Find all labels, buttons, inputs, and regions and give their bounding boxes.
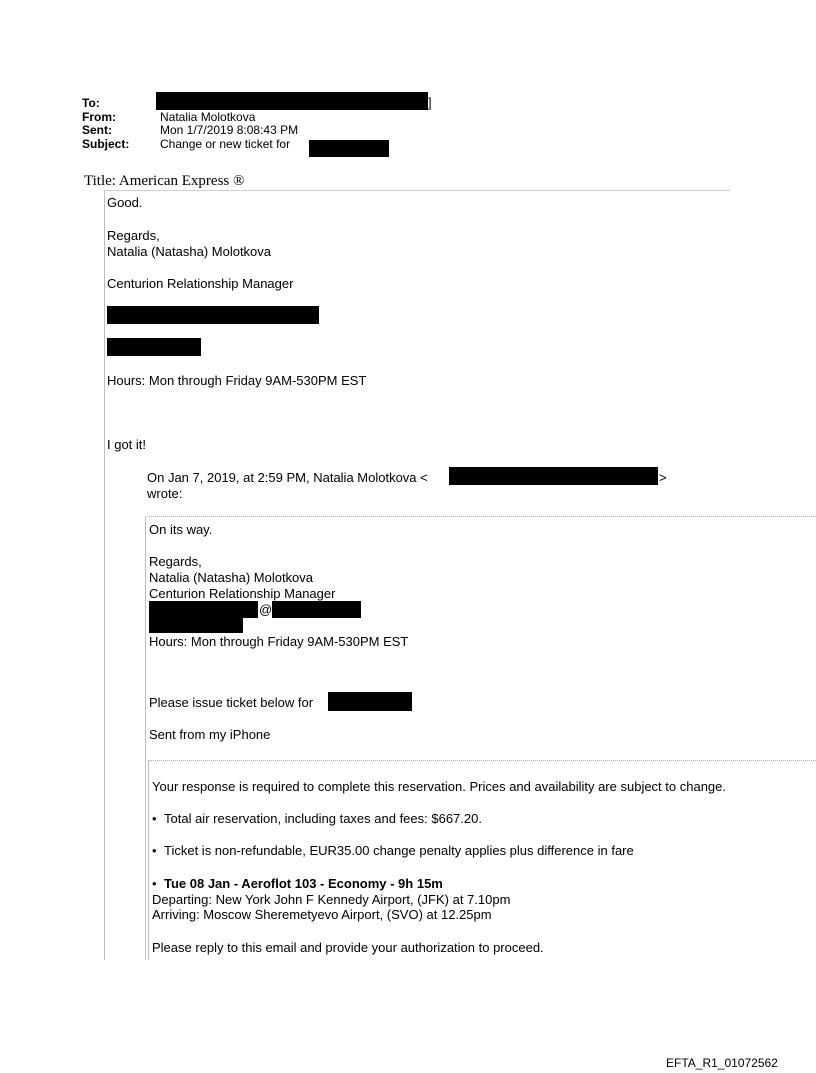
to-bracket: ] (428, 95, 432, 110)
quote1-sent-from: Sent from my iPhone (149, 727, 271, 742)
reply-hours: Hours: Mon through Friday 9AM-530PM EST (107, 373, 367, 388)
quote1-divider (145, 516, 816, 517)
quote2-flight: Tue 08 Jan - Aeroflot 103 - Economy - 9h 15m (164, 876, 443, 891)
quote1-wrote: wrote: (147, 486, 183, 501)
quote1-name: Natalia (Natasha) Molotkova (149, 570, 314, 585)
quote1-hours: Hours: Mon through Friday 9AM-530PM EST (149, 634, 409, 649)
sent-label: Sent: (82, 123, 112, 137)
redacted-passenger (328, 692, 412, 711)
to-label: To: (82, 96, 100, 110)
quote1-intro-close: > (659, 470, 667, 485)
quote2-total-item (152, 811, 482, 826)
reply-role: Centurion Relationship Manager (107, 276, 294, 291)
bullet-icon: • (152, 811, 157, 826)
document-id: EFTA_R1_01072562 (666, 1056, 778, 1070)
redacted-contact-2 (107, 338, 201, 356)
redacted-phone (149, 618, 243, 633)
quote1-intro-text: On Jan 7, 2019, at 2:59 PM, Natalia Molotkova < (147, 470, 428, 485)
title-line: Title: American Express ® (84, 173, 245, 189)
redacted-subject (309, 140, 389, 157)
quote1-bar (145, 516, 146, 960)
quote2-ticket: Ticket is non-refundable, EUR35.00 change penalty applies plus difference in fare (164, 843, 634, 858)
reply-name: Natalia (Natasha) Molotkova (107, 244, 272, 259)
from-value: Natalia Molotkova (160, 110, 256, 124)
redacted-to (156, 92, 428, 110)
reply-greeting: Good. (107, 195, 143, 210)
from-label: From: (82, 110, 116, 124)
subject-value: Change or new ticket for (160, 137, 291, 151)
quote2-bar (148, 760, 149, 960)
quote2-response-required: Your response is required to complete this reservation. Prices and availability are subject to change. (152, 779, 726, 794)
redacted-contact-1 (107, 306, 319, 324)
quote1-role: Centurion Relationship Manager (149, 586, 336, 601)
quote2-arriving: Arriving: Moscow Sheremetyevo Airport, (SVO) at 12.25pm (152, 907, 492, 922)
quote1-issue-ticket: Please issue ticket below for (149, 695, 314, 710)
quote1-on-its-way: On its way. (149, 522, 213, 537)
quote1-intro (147, 470, 428, 485)
quote2-ticket-item (152, 843, 634, 858)
sent-value: Mon 1/7/2019 8:08:43 PM (160, 123, 299, 137)
reply-regards: Regards, (107, 228, 160, 243)
quote2-reply-request: Please reply to this email and provide your authorization to proceed. (152, 940, 544, 955)
quote2-flight-item (152, 876, 443, 891)
quote2-departing: Departing: New York John F Kennedy Airport, (JFK) at 7.10pm (152, 892, 511, 907)
quote1-regards: Regards, (149, 554, 202, 569)
redacted-email-user (149, 601, 258, 618)
quote1-at-sign: @ (259, 602, 273, 617)
bullet-icon: • (152, 843, 157, 858)
redacted-email-domain (272, 601, 361, 618)
subject-label: Subject: (82, 137, 130, 151)
quote2-divider (148, 760, 816, 761)
bullet-icon: • (152, 876, 157, 891)
quote2-total: Total air reservation, including taxes and fees: $667.20. (164, 811, 482, 826)
reply-quote-bar (104, 190, 105, 960)
reply-got-it: I got it! (107, 437, 147, 452)
redacted-email-address (449, 467, 658, 485)
title-divider (104, 190, 730, 191)
